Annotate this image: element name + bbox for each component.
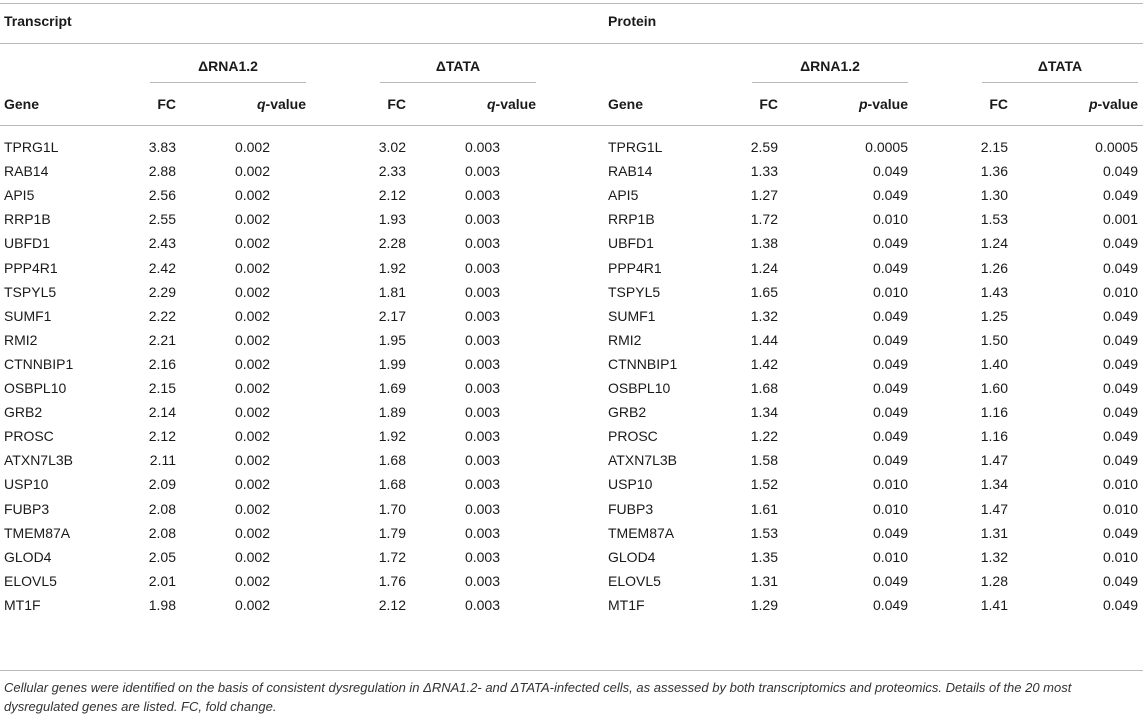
transcript-q1-cell: 0.002 [234, 163, 270, 180]
transcript-fc2-cell: 1.81 [378, 283, 406, 300]
transcript-fc2-cell: 1.92 [378, 259, 406, 276]
protein-p1-cell: 0.049 [872, 380, 908, 396]
table-row [0, 304, 1143, 328]
protein-p2-cell: 0.0005 [1095, 139, 1138, 155]
table-row [0, 256, 1143, 280]
transcript-gene-cell: FUBP3 [4, 500, 50, 517]
protein-fc2-cell: 1.60 [980, 380, 1008, 396]
transcript-q2-cell: 0.003 [464, 283, 500, 300]
transcript-fc1-cell: 2.55 [148, 211, 176, 228]
transcript-fc1-cell: 2.88 [148, 163, 176, 180]
transcript-q1-cell: 0.002 [234, 211, 270, 228]
transcript-q2-cell: 0.003 [464, 548, 500, 565]
protein-p1-cell: 0.049 [872, 452, 908, 469]
transcript-gene-cell: ATXN7L3B [4, 452, 73, 469]
transcript-fc1-cell: 2.12 [148, 428, 176, 445]
transcript-q2-cell: 0.003 [464, 500, 500, 517]
transcript-q1-cell: 0.002 [234, 404, 270, 421]
protein-fc1-cell: 2.59 [750, 139, 778, 155]
table-row [0, 497, 1143, 521]
transcript-fc1-cell: 2.08 [148, 500, 176, 517]
protein-p1-cell: 0.049 [872, 259, 908, 276]
transcript-fc2-cell: 1.95 [378, 331, 406, 348]
protein-fc1-cell: 1.53 [750, 524, 778, 541]
protein-fc1-cell: 1.31 [750, 572, 778, 589]
protein-group2-header: ΔTATA [1037, 58, 1083, 74]
transcript-fc2-cell: 2.17 [378, 307, 406, 324]
protein-fc2-cell: 1.31 [980, 524, 1008, 541]
protein-gene-cell: ATXN7L3B [608, 452, 677, 469]
header-bottom-rule [0, 125, 1143, 126]
value-suffix: -value [867, 96, 908, 112]
table-row [0, 183, 1143, 207]
transcript-gene-cell: SUMF1 [4, 307, 52, 324]
protein-p1-cell: 0.010 [872, 548, 908, 565]
protein-fc2-cell: 1.25 [980, 307, 1008, 324]
transcript-q2-cell: 0.003 [464, 187, 500, 204]
table-row [0, 280, 1143, 304]
protein-p2-cell: 0.049 [1102, 355, 1138, 372]
transcript-q2-cell: 0.003 [464, 452, 500, 469]
protein-p2-cell: 0.010 [1102, 548, 1138, 565]
transcript-q2-cell: 0.003 [464, 596, 500, 613]
protein-fc1-cell: 1.34 [750, 404, 778, 421]
protein-fc2-cell: 1.40 [980, 355, 1008, 372]
transcript-group2-header: ΔTATA [435, 58, 481, 74]
protein-fc1-cell: 1.35 [750, 548, 778, 565]
protein-p2-cell: 0.010 [1102, 283, 1138, 300]
value-suffix: -value [265, 96, 306, 112]
protein-fc1-col-header: FC [759, 96, 778, 112]
transcript-gene-cell: OSBPL10 [4, 380, 67, 396]
transcript-q2-cell: 0.003 [464, 355, 500, 372]
transcript-fc1-cell: 2.01 [148, 572, 176, 589]
transcript-fc1-cell: 2.11 [149, 452, 176, 469]
protein-p1-cell: 0.010 [872, 211, 908, 228]
transcript-fc1-cell: 2.09 [148, 476, 176, 493]
protein-gene-cell: PROSC [608, 428, 658, 445]
transcript-gene-cell: CTNNBIP1 [4, 355, 74, 372]
protein-fc2-cell: 1.30 [980, 187, 1008, 204]
protein-gene-cell: PPP4R1 [608, 259, 662, 276]
protein-p2-cell: 0.001 [1102, 211, 1138, 228]
transcript-fc2-cell: 2.12 [378, 596, 406, 613]
protein-p1-cell: 0.049 [872, 331, 908, 348]
transcript-gene-cell: API5 [4, 187, 35, 204]
transcript-q2-cell: 0.003 [464, 307, 500, 324]
protein-gene-cell: USP10 [608, 476, 653, 493]
table-row [0, 400, 1143, 424]
protein-p2-cell: 0.049 [1102, 596, 1138, 613]
bottom-rule [0, 670, 1143, 671]
protein-group1-header: ΔRNA1.2 [800, 58, 860, 74]
transcript-q2-cell: 0.003 [464, 331, 500, 348]
transcript-fc1-cell: 2.56 [148, 187, 176, 204]
transcript-fc2-cell: 1.68 [378, 476, 406, 493]
transcript-fc1-cell: 2.42 [148, 259, 176, 276]
transcript-q2-cell: 0.003 [464, 572, 500, 589]
transcript-fc2-cell: 1.76 [378, 572, 406, 589]
protein-p1-cell: 0.049 [872, 572, 908, 589]
transcript-q1-cell: 0.002 [234, 259, 270, 276]
transcript-gene-cell: USP10 [4, 476, 49, 493]
protein-header: Protein [608, 13, 657, 29]
transcript-q1-cell: 0.002 [234, 476, 270, 493]
protein-gene-cell: MT1F [608, 596, 645, 613]
protein-p1-cell: 0.010 [872, 283, 908, 300]
transcript-gene-cell: GRB2 [4, 404, 43, 421]
table-row [0, 376, 1143, 400]
protein-p1-cell: 0.049 [872, 428, 908, 445]
transcript-q2-cell: 0.003 [464, 235, 500, 252]
protein-p2-cell: 0.049 [1102, 404, 1138, 421]
transcript-q1-col-header [206, 95, 306, 113]
table-row [0, 207, 1143, 231]
protein-gene-cell: GRB2 [608, 404, 647, 421]
transcript-gene-cell: UBFD1 [4, 235, 50, 252]
transcript-fc1-cell: 2.22 [148, 307, 176, 324]
protein-p1-cell: 0.049 [872, 596, 908, 613]
transcript-q1-cell: 0.002 [234, 355, 270, 372]
protein-p2-cell: 0.049 [1102, 572, 1138, 589]
protein-p1-cell: 0.049 [872, 187, 908, 204]
protein-p1-cell: 0.049 [872, 163, 908, 180]
transcript-gene-cell: PROSC [4, 428, 54, 445]
transcript-gene-cell: RAB14 [4, 163, 49, 180]
table-caption: Cellular genes were identified on the basis of consistent dysregulation in ΔRNA1.2- and ΔTATA-infected cells, as assessed by both transcriptomics and proteomics. Details of the 20 most dysregulated genes are listed. FC, fold change. [4, 680, 1072, 714]
transcript-q1-cell: 0.002 [234, 187, 270, 204]
transcript-gene-cell: ELOVL5 [4, 572, 57, 589]
top-rule [0, 3, 1143, 4]
protein-p2-cell: 0.049 [1102, 524, 1138, 541]
q-letter: q [486, 96, 496, 112]
protein-p1-cell: 0.049 [872, 404, 908, 421]
protein-gene-cell: RRP1B [608, 211, 655, 228]
protein-fc2-cell: 2.15 [980, 139, 1008, 155]
protein-p2-cell: 0.049 [1102, 452, 1138, 469]
protein-p1-cell: 0.0005 [865, 139, 908, 155]
transcript-fc1-col-header: FC [157, 96, 176, 112]
protein-fc2-cell: 1.43 [980, 283, 1008, 300]
protein-fc2-cell: 1.16 [980, 404, 1008, 421]
transcript-fc1-cell: 1.98 [148, 596, 176, 613]
transcript-gene-cell: RRP1B [4, 211, 51, 228]
protein-p1-cell: 0.049 [872, 307, 908, 324]
transcript-header: Transcript [4, 13, 72, 29]
transcript-q2-cell: 0.003 [464, 404, 500, 421]
transcript-q2-cell: 0.003 [464, 428, 500, 445]
protein-fc1-cell: 1.52 [750, 476, 778, 493]
transcript-fc2-cell: 1.70 [378, 500, 406, 517]
protein-gene-cell: FUBP3 [608, 500, 654, 517]
transcript-fc2-cell: 1.68 [378, 452, 406, 469]
transcript-q1-cell: 0.002 [234, 331, 270, 348]
table-row [0, 569, 1143, 593]
protein-p2-cell: 0.049 [1102, 163, 1138, 180]
protein-p1-cell: 0.010 [872, 500, 908, 517]
protein-p2-cell: 0.049 [1102, 380, 1138, 396]
protein-fc1-cell: 1.32 [750, 307, 778, 324]
protein-gene-cell: CTNNBIP1 [608, 355, 678, 372]
protein-p2-col-header [1038, 95, 1138, 113]
protein-gene-col-header: Gene [608, 96, 644, 112]
transcript-q1-cell: 0.002 [234, 452, 270, 469]
protein-p1-col-header [808, 95, 908, 113]
protein-p2-cell: 0.049 [1102, 307, 1138, 324]
value-suffix: -value [1097, 96, 1138, 112]
transcript-q1-cell: 0.002 [234, 139, 270, 155]
transcript-fc1-cell: 3.83 [148, 139, 176, 155]
protein-fc1-cell: 1.61 [750, 500, 778, 517]
transcript-q2-cell: 0.003 [464, 476, 500, 493]
protein-p2-cell: 0.049 [1102, 331, 1138, 348]
protein-gene-cell: TPRG1L [608, 139, 663, 155]
protein-gene-cell: RMI2 [608, 331, 642, 348]
transcript-q2-cell: 0.003 [464, 524, 500, 541]
transcript-q1-cell: 0.002 [234, 500, 270, 517]
transcript-gene-cell: TMEM87A [4, 524, 71, 541]
table-row [0, 472, 1143, 496]
transcript-fc1-cell: 2.21 [148, 331, 176, 348]
protein-gene-cell: ELOVL5 [608, 572, 661, 589]
protein-gene-cell: API5 [608, 187, 639, 204]
transcript-group1-underline [150, 82, 306, 83]
table-row [0, 135, 1143, 159]
table-row [0, 328, 1143, 352]
protein-p1-cell: 0.049 [872, 235, 908, 252]
transcript-fc1-cell: 2.29 [148, 283, 176, 300]
p-letter: p [858, 96, 868, 112]
protein-fc1-cell: 1.72 [750, 211, 778, 228]
protein-fc2-cell: 1.26 [980, 259, 1008, 276]
transcript-q2-cell: 0.003 [464, 139, 500, 155]
transcript-group2-underline [380, 82, 536, 83]
protein-fc2-cell: 1.28 [980, 572, 1008, 589]
transcript-q1-cell: 0.002 [234, 596, 270, 613]
transcript-fc1-cell: 2.15 [148, 380, 176, 396]
protein-fc1-cell: 1.44 [750, 331, 778, 348]
protein-fc1-cell: 1.27 [750, 187, 778, 204]
protein-p2-cell: 0.010 [1102, 476, 1138, 493]
protein-fc1-cell: 1.42 [750, 355, 778, 372]
section-rule [0, 43, 1143, 44]
transcript-q1-cell: 0.002 [234, 283, 270, 300]
protein-gene-cell: GLOD4 [608, 548, 656, 565]
protein-fc1-cell: 1.29 [750, 596, 778, 613]
protein-fc2-cell: 1.24 [980, 235, 1008, 252]
transcript-gene-cell: MT1F [4, 596, 41, 613]
table-row [0, 545, 1143, 569]
transcript-fc1-cell: 2.16 [148, 355, 176, 372]
transcript-gene-cell: GLOD4 [4, 548, 52, 565]
table-row [0, 352, 1143, 376]
protein-gene-cell: TSPYL5 [608, 283, 661, 300]
protein-fc1-cell: 1.38 [750, 235, 778, 252]
protein-fc1-cell: 1.58 [750, 452, 778, 469]
transcript-fc2-cell: 1.89 [378, 404, 406, 421]
transcript-fc2-cell: 1.72 [378, 548, 406, 565]
protein-p2-cell: 0.010 [1102, 500, 1138, 517]
transcript-q2-cell: 0.003 [464, 259, 500, 276]
transcript-gene-cell: TSPYL5 [4, 283, 57, 300]
transcript-fc1-cell: 2.08 [148, 524, 176, 541]
q-letter: q [256, 96, 266, 112]
transcript-q1-cell: 0.002 [234, 524, 270, 541]
transcript-fc2-cell: 3.02 [378, 139, 406, 155]
table-row [0, 231, 1143, 255]
protein-gene-cell: RAB14 [608, 163, 653, 180]
transcript-q1-cell: 0.002 [234, 428, 270, 445]
protein-gene-cell: SUMF1 [608, 307, 656, 324]
protein-fc2-cell: 1.50 [980, 331, 1008, 348]
transcript-q1-cell: 0.002 [234, 380, 270, 396]
protein-fc1-cell: 1.65 [750, 283, 778, 300]
protein-p2-cell: 0.049 [1102, 259, 1138, 276]
protein-p2-cell: 0.049 [1102, 187, 1138, 204]
transcript-q2-col-header [436, 95, 536, 113]
protein-fc2-cell: 1.36 [980, 163, 1008, 180]
transcript-q2-cell: 0.003 [464, 211, 500, 228]
protein-fc2-cell: 1.47 [980, 500, 1008, 517]
transcript-fc2-cell: 2.28 [378, 235, 406, 252]
protein-fc1-cell: 1.24 [750, 259, 778, 276]
protein-gene-cell: OSBPL10 [608, 380, 671, 396]
transcript-fc1-cell: 2.43 [148, 235, 176, 252]
transcript-fc2-cell: 1.92 [378, 428, 406, 445]
transcript-fc2-cell: 1.79 [378, 524, 406, 541]
transcript-fc2-col-header: FC [387, 96, 406, 112]
transcript-gene-cell: TPRG1L [4, 139, 59, 155]
protein-group1-underline [752, 82, 908, 83]
protein-fc2-cell: 1.34 [980, 476, 1008, 493]
protein-fc2-col-header: FC [989, 96, 1008, 112]
transcript-q2-cell: 0.003 [464, 380, 500, 396]
protein-p2-cell: 0.049 [1102, 428, 1138, 445]
protein-p1-cell: 0.049 [872, 524, 908, 541]
protein-fc2-cell: 1.16 [980, 428, 1008, 445]
table-row [0, 521, 1143, 545]
transcript-q1-cell: 0.002 [234, 572, 270, 589]
transcript-fc2-cell: 1.69 [378, 380, 406, 396]
transcript-fc2-cell: 1.99 [378, 355, 406, 372]
protein-fc2-cell: 1.41 [980, 596, 1008, 613]
transcript-fc2-cell: 2.12 [378, 187, 406, 204]
transcript-q1-cell: 0.002 [234, 307, 270, 324]
protein-p1-cell: 0.049 [872, 355, 908, 372]
protein-fc1-cell: 1.22 [750, 428, 778, 445]
transcript-fc1-cell: 2.05 [148, 548, 176, 565]
protein-fc2-cell: 1.47 [980, 452, 1008, 469]
value-suffix: -value [495, 96, 536, 112]
transcript-q2-cell: 0.003 [464, 163, 500, 180]
protein-group2-underline [982, 82, 1138, 83]
table-row [0, 424, 1143, 448]
transcript-group1-header: ΔRNA1.2 [198, 58, 258, 74]
transcript-gene-cell: PPP4R1 [4, 259, 58, 276]
protein-fc1-cell: 1.68 [750, 380, 778, 396]
table-row [0, 159, 1143, 183]
transcript-fc2-cell: 1.93 [378, 211, 406, 228]
transcript-gene-cell: RMI2 [4, 331, 38, 348]
protein-fc2-cell: 1.32 [980, 548, 1008, 565]
transcript-fc2-cell: 2.33 [378, 163, 406, 180]
transcript-fc1-cell: 2.14 [148, 404, 176, 421]
transcript-q1-cell: 0.002 [234, 235, 270, 252]
p-letter: p [1088, 96, 1098, 112]
transcript-gene-col-header: Gene [4, 96, 40, 112]
protein-fc2-cell: 1.53 [980, 211, 1008, 228]
table-row [0, 448, 1143, 472]
protein-gene-cell: TMEM87A [608, 524, 675, 541]
transcript-q1-cell: 0.002 [234, 548, 270, 565]
table-row [0, 593, 1143, 617]
protein-gene-cell: UBFD1 [608, 235, 654, 252]
protein-fc1-cell: 1.33 [750, 163, 778, 180]
protein-p1-cell: 0.010 [872, 476, 908, 493]
protein-p2-cell: 0.049 [1102, 235, 1138, 252]
